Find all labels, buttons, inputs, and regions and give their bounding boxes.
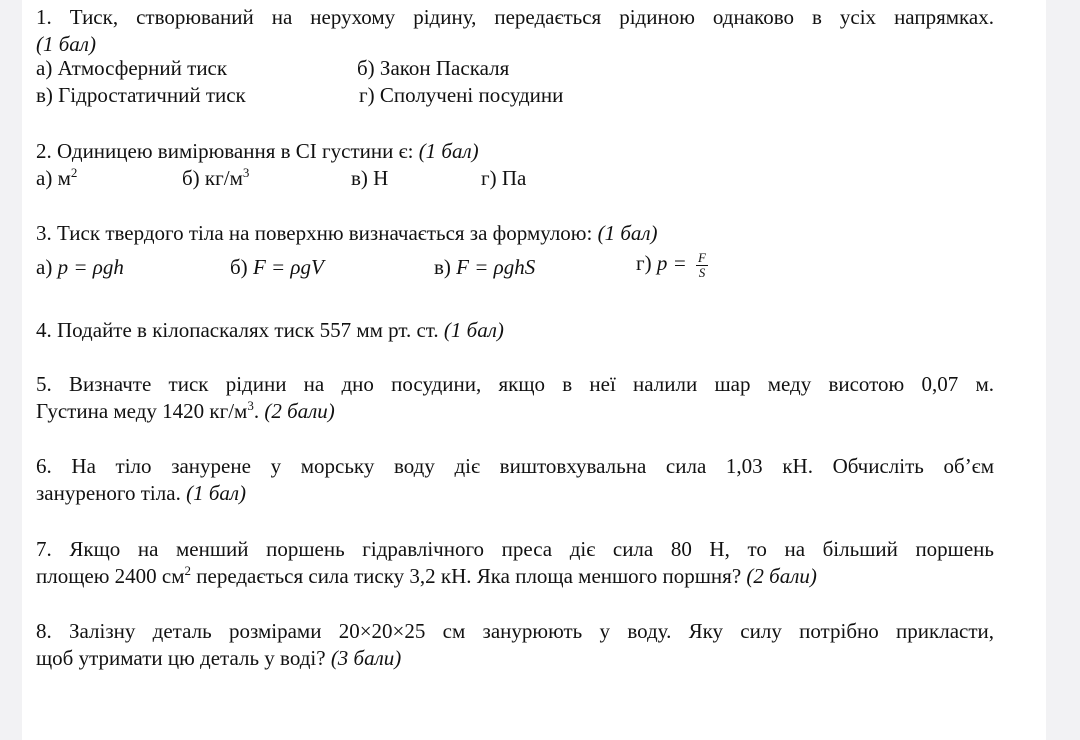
question-1-points: (1 бал) <box>36 32 96 56</box>
question-1-option-g: г) Сполучені посудини <box>359 83 564 107</box>
question-2-option-v: в) Н <box>351 166 389 190</box>
question-1-option-v: в) Гідростатичний тиск <box>36 83 246 107</box>
question-1-option-b: б) Закон Паскаля <box>357 56 510 80</box>
question-5-line-1: 5. Визначте тиск рідини на дно посудини, якщо в неї налили шар меду висотою 0,07 м. <box>36 372 994 396</box>
question-2-option-b: б) $кг/м^3$ <box>182 165 250 190</box>
question-3-text: 3. Тиск твердого тіла на поверхню визначається за формулою: (1 бал) <box>36 221 658 245</box>
question-7-line-1: 7. Якщо на менший поршень гідравлічного преса діє сила 80 Н, то на більший поршень <box>36 537 994 561</box>
question-4-text: 4. Подайте в кілопаскалях тиск 557 мм рт. ст. (1 бал) <box>36 318 504 342</box>
worksheet-page <box>22 0 1046 740</box>
question-2-option-g: г) Па <box>481 166 527 190</box>
question-7-line-2: площею 2400 $см^2$ передається сила тиску 3,2 кН. Яка площа меншого поршня? (2 бали) <box>36 563 817 588</box>
question-5-line-2: Густина меду 1420 $кг/м^3$. (2 бали) <box>36 398 335 423</box>
question-1-option-a: а) Атмосферний тиск <box>36 56 228 80</box>
question-8-line-2: щоб утримати цю деталь у воді? (3 бали) <box>36 646 402 670</box>
question-2-text: 2. Одиницею вимірювання в СІ густини є: (1 бал) <box>36 139 479 163</box>
question-6-line-1: 6. На тіло занурене у морську воду діє виштовхувальна сила 1,03 кН. Обчисліть об’єм <box>36 454 994 478</box>
question-3-option-b: б) F = ρgV <box>230 255 324 279</box>
question-3-option-a: а) p = ρgh <box>36 255 124 279</box>
question-2-option-a: а) $м^2$ <box>36 165 78 190</box>
question-1-text: 1. Тиск, створюваний на нерухому рідину, передається рідиною однаково в усіх напрямках. <box>36 5 994 29</box>
question-8-line-1: 8. Залізну деталь розмірами 20×20×25 см занурюють у воду. Яку силу потрібно прикласти, <box>36 619 994 643</box>
fraction-f-over-s: $\frac{F}{S}$ <box>698 249 706 280</box>
question-3-option-g: г) p = $\frac{F}{S}$ <box>636 249 706 280</box>
question-3-option-v: в) F = ρghS <box>434 255 536 279</box>
question-6-line-2: зануреного тіла. (1 бал) <box>36 481 247 505</box>
